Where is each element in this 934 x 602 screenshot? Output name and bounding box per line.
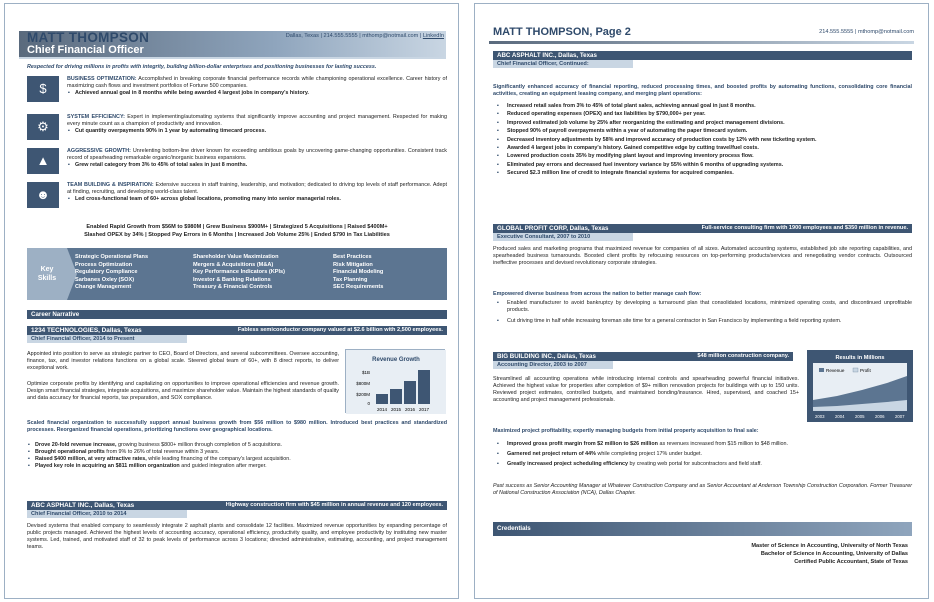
linkedin-link[interactable]: LinkedIn — [422, 33, 444, 39]
key-skills-label: Key Skills — [27, 248, 67, 300]
page2-contact: 214.555.5555 | mthomp@notmail.com — [819, 29, 914, 35]
block-text: Expert in implementing/automating systems that significantly improve accounting and project management. Respected for making every minute count as a champion of productivity and innovation. — [67, 114, 447, 127]
job-header: BIG BUILDING INC., Dallas, Texas $48 million construction company. — [493, 352, 793, 361]
skills-column-2: Shareholder Value Maximization Mergers & Acquisitions (M&A) Key Performance Indicators (KPIs) Investor & Banking Relations Treasury & Financial Controls — [193, 254, 286, 291]
bar-2017 — [418, 370, 430, 404]
credentials-heading: Credentials — [493, 522, 912, 536]
y-tick: $800M — [356, 381, 370, 386]
block-bullet: ▪ Achieved annual goal in 8 months while being awarded 4 largest jobs in company's history. — [67, 90, 447, 97]
past-success-note: Past success as Senior Accounting Manager at Whatever Construction Company and as Senior Accountant at Anderson Township Construction Corporation. Former Treasurer of National Construction Association (NCA), Dallas Chapter. — [493, 483, 912, 496]
block-text: Accomplished in breaking corporate financial performance records while championing operational excellence. Career history of maximizing cash flows and investment portfolios of Fortune 500 companies. — [67, 76, 447, 89]
achievements-banner-line2: Slashed OPEX by 34% | Stopped Pay Errors in 6 Months | Increased Job Volume 25% | Ended $790 in Tax Liabilities — [84, 232, 390, 238]
job-paragraph: Optimize corporate profits by identifying and capitalizing on opportunities to improve operational efficiencies and revenue growth. Design smart financial strategies, integrate acquisitions, and maximize shareholder value. Maintain the highest standards of quality and data accuracy for financial reports, tax preparation, and SOX compliance. — [27, 381, 339, 401]
team-icon: ☻ — [27, 182, 59, 208]
job-role: Chief Financial Officer, 2010 to 2014 — [27, 510, 187, 518]
job-sub: Empowered diverse business from across the nation to better manage cash flow: — [493, 291, 702, 297]
skills-column-3: Best Practices Risk Mitigation Financial Modeling Tax Planning SEC Requirements — [333, 254, 384, 291]
revenue-growth-chart — [345, 349, 445, 413]
job-paragraph: Appointed into position to serve as strategic partner to CEO, Board of Directors, and several subcommittees. Oversee accounting, finance, tax, and investor relations functions on a global scale. Steered global team of 60+, with 8 direct reports, to deliver exceptional work. — [27, 351, 339, 371]
job-paragraph: Produced sales and marketing programs that maximized revenue for companies of all sizes. Automated accounting systems, established job site reporting capabilities, and spearheaded business turnarounds. Boosted client profits by refocusing resources on top-performing products/services and renegotiating vendor contracts. Outsourced ineffective processes and devised revolutionary corporate strategies. — [493, 246, 912, 266]
job-role: Chief Financial Officer, Continued: — [493, 60, 633, 68]
job-bullets: ▪ Drove 20-fold revenue increase, growing business $800+ million through completion of 5 acquisitions. ▪ Brought operational profits from 9% to 26% of total revenue within 3 years. ▪ Raised $400 million, at very attractive rates, while leading financing of the company's largest acquisition. ▪ Played key role in acquiring an $811 million organization and guided integration after merger. — [27, 442, 447, 470]
block-heading: AGGRESSIVE GROWTH: — [67, 148, 131, 154]
job-intro: Significantly enhanced accuracy of financial reporting, reduced processing times, and boosted profits by automating functions, consolidating core financial activities, creating an equipment leasing company, and merging plant operations: — [493, 84, 912, 97]
company-name: 1234 TECHNOLOGIES, Dallas, Texas — [31, 327, 142, 334]
job-role: Executive Consultant, 2007 to 2010 — [493, 233, 633, 241]
candidate-name: MATT THOMPSON — [27, 30, 150, 45]
contact-phone: 214.555.5555 — [323, 33, 358, 39]
resume-page-1 — [4, 3, 459, 599]
block-heading: BUSINESS OPTIMIZATION: — [67, 76, 137, 82]
resume-page-2 — [474, 3, 929, 599]
svg-text:Results in Millions: Results in Millions — [835, 355, 885, 361]
svg-text:Profit: Profit — [860, 368, 871, 373]
y-tick: 0 — [367, 401, 370, 406]
svg-text:2014: 2014 — [376, 407, 388, 412]
revenue-chart-svg — [346, 350, 446, 414]
y-tick: $200M — [356, 392, 370, 397]
bar-2014 — [376, 394, 388, 404]
job-header: GLOBAL PROFIT CORP, Dallas, Texas Full-service consulting firm with 1900 employees and $350 million in revenue. — [493, 224, 912, 233]
bar-2016 — [404, 381, 416, 404]
block-heading: TEAM BUILDING & INSPIRATION: — [67, 182, 154, 188]
job-header — [27, 326, 447, 335]
career-narrative-heading: Career Narrative — [27, 310, 447, 319]
block-bullet: ▪ Led cross-functional team of 60+ across global locations, promoting many into senior managerial roles. — [67, 196, 447, 203]
credential: Master of Science in Accounting, University of North Texas — [751, 543, 908, 549]
company-name: ABC ASPHALT INC., Dallas, Texas — [31, 502, 135, 509]
svg-text:2015: 2015 — [390, 407, 402, 412]
svg-text:2003: 2003 — [815, 414, 825, 419]
money-bag-icon: $ — [27, 76, 59, 102]
job-paragraph: Devised systems that enabled company to seamlessly integrate 2 asphalt plants and consolidate 12 facilities. Maximized revenue opportunities by expanding percentage of public projects managed. Achieved the highest levels of accounting accuracy, operational efficiency, productivity quality, and employee productivity by instituting new master systems. Led, trained, and motivated staff of 32 to peak levels of performance across 3 locations; directed administrative, estimating, accounting, and project management teams. — [27, 523, 447, 550]
svg-text:2017: 2017 — [418, 407, 430, 412]
candidate-title: Chief Financial Officer — [27, 44, 144, 56]
skills-column-1: Strategic Operational Plans Process Optimization Regulatory Compliance Sarbanes Oxley (SOX) Change Management — [75, 254, 149, 291]
results-chart — [807, 350, 913, 422]
svg-text:Revenue: Revenue — [826, 368, 845, 373]
chart-title: Revenue Growth — [372, 357, 420, 363]
credential: Bachelor of Science in Accounting, University of Dallas — [760, 551, 908, 557]
achievements-banner-line1: Enabled Rapid Growth from $56M to $980M | Grew Business $900M+ | Strategized 5 Acquisitions | Raised $400M+ — [86, 224, 388, 230]
job-header — [27, 501, 447, 510]
block-bullet: ▪ Cut quantity overpayments 90% in 1 year by automating timecard process. — [67, 128, 447, 135]
job-bullets: ▪ Enabled manufacturer to avoid bankruptcy by developing a turnaround plan that consolidated locations, minimized operating costs, and discontinued unprofitable products. ▪ Cut driving time in half while increasing foreman site time for a general contractor in San Francisco by implementing a field reporting system. — [493, 300, 912, 325]
svg-text:2004: 2004 — [835, 414, 845, 419]
block-text: Unrelenting bottom-line driver known for exceeding ambitious goals by uncovering game-changing opportunities. Consistent track record of spearheading remarkable organic/inorganic business expansions. — [67, 148, 447, 161]
job-role: Accounting Director, 2003 to 2007 — [493, 361, 613, 369]
block-text: Extensive success in staff training, leadership, and motivation; dedicated to driving top levels of staff performance. Adept at finding, recruiting, and developing world-class talent. — [67, 182, 447, 195]
contact-email[interactable]: mthomp@notmail.com — [362, 33, 419, 39]
company-description: Highway construction firm with $45 million in annual revenue and 120 employees. — [225, 502, 443, 508]
job-bullets: ▪ Improved gross profit margin from $2 million to $26 million as revenues increased from $15 million to $48 million. ▪ Garnered net project return of 44% while completing project 17% under budget. ▪ Greatly increased project scheduling efficiency by creating web portal for subcontractors and field staff. — [493, 439, 912, 469]
company-description: Fabless semiconductor company valued at $2.6 billion with 2,500 employees. — [237, 327, 443, 333]
job-bullets: ▪ Increased retail sales from 3% to 45% of total plant sales, achieving annual goal in just 8 months. ▪ Reduced operating expenses (OPEX) and tax liabilities by $790,000+ per year. ▪ Improved estimated job volume by 25% after reorganizing the estimating and project management divisions. ▪ Stopped 90% of payroll overpayments within a year of automating the paper timecard system. ▪ Decreased inventory adjustments by 58% and improved accuracy of production costs by 12% with new ticketing system. ▪ Awarded 4 largest jobs in company's history. Gained competitive edge by cutting travel/fuel costs. ▪ Lowered production costs 35% by modifying plant layout and improving inventory process flow. ▪ Eliminated pay errors and decreased fuel inventory variance by 55% within 6 months of upgrading systems. ▪ Secured $2.3 million line of credit to integrate financial systems for acquired companies. — [493, 102, 912, 178]
job-highlight: Scaled financial organization to successfully support annual business growth from $56 million to $980 million. Introduced best practices and standardized processes. Reorganized financial operations, prioritizing functions over geographical locations. — [27, 420, 447, 433]
svg-text:2016: 2016 — [404, 407, 416, 412]
job-paragraph: Streamlined all accounting operations while introducing internal controls and spearheading powerful financial initiatives. Achieved the highest value for properties after completion of $9+ million renovation projects for buildings with up to 150 units. Reviewed project estimates, controlled budgets, and maintained bonding/insurance. Hired, supervised, and coached 15+ accounting and project management professionals. — [493, 376, 799, 403]
job-header: ABC ASPHALT INC., Dallas, Texas — [493, 51, 912, 60]
svg-text:2006: 2006 — [875, 414, 885, 419]
job-role: Chief Financial Officer, 2014 to Present — [27, 335, 187, 343]
page2-header-line — [489, 41, 914, 44]
growth-chart-icon: ▲ — [27, 148, 59, 174]
key-skills-panel — [27, 248, 447, 300]
contact-info: Dallas, Texas | 214.555.5555 | mthomp@notmail.com | LinkedIn — [285, 33, 444, 39]
contact-location: Dallas, Texas — [285, 33, 319, 39]
gear-icon: ⚙ — [27, 114, 59, 140]
credential: Certified Public Accountant, State of Texas — [794, 559, 908, 565]
svg-text:2005: 2005 — [855, 414, 865, 419]
y-tick: $1B — [361, 370, 370, 375]
svg-text:2007: 2007 — [895, 414, 905, 419]
results-chart-svg — [807, 350, 913, 422]
job-sub: Maximized project profitability, expertly managing budgets from initial property acquisition to final sale: — [493, 428, 759, 434]
block-heading: SYSTEM EFFICIENCY: — [67, 114, 125, 120]
page2-name: MATT THOMPSON, Page 2 — [493, 26, 631, 38]
bar-2015 — [390, 389, 402, 404]
block-bullet: ▪ Grew retail category from 3% to 45% of total sales in just 8 months. — [67, 162, 447, 169]
tagline: Respected for driving millions in profits with integrity, building billion-dollar enterprises and positioning businesses for lasting success. — [27, 64, 377, 70]
